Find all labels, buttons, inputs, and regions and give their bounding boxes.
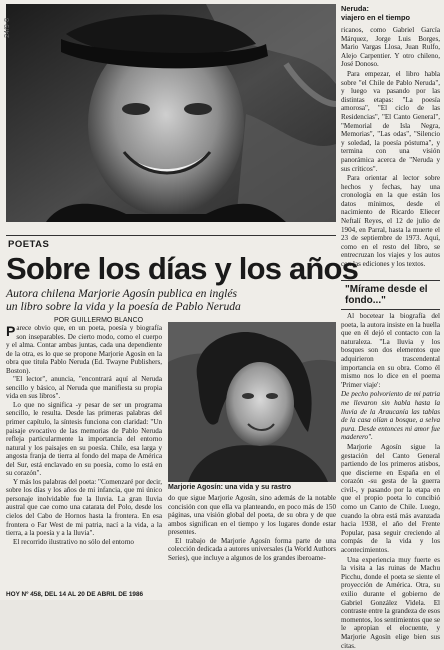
middle-column	[168, 494, 336, 589]
left-paragraph	[6, 324, 162, 375]
right-column-top	[341, 26, 440, 274]
headline: Sobre los días y los años	[6, 251, 359, 286]
dropcap: P	[6, 323, 16, 339]
right-top-paragraph: Para empezar, el libro habla sobre "el Chile de Pablo Neruda", y luego va pasando por las distintas etapas: "La poesía amorosa", "El ciclo de las Residencias", "El Canto General", "Memorial de Isla Negra, Memorias", "Las odas", "Silencio y soledad, la poesía póstuma", y termina con una visión panorámica acerca de "Neruda y sus críticos".	[341, 69, 440, 173]
right-bottom-paragraph: Marjorie Agosín sigue la gestación del Canto General partiendo de los primeros atisbos, que discierne en España en el corazón -su gesta de la guerra civil-, y pasando por la etapa en que el propio poeta lo concibió como un Canto de Chile. Luego, cuando la obra está más avanzada hacia 1938, el año del Frente Popular, pasa seguir creciendo al compás de la vida y los acontecimientos.	[341, 442, 440, 555]
neruda-portrait-photo	[6, 4, 336, 222]
section-label: POETAS	[8, 239, 50, 250]
right-top-paragraph: ricanos, como Gabriel García Márquez, Jorge Luis Borges, Mario Vargas Llosa, Juan Rulfo, Alejo Carpentier. Y otro chileno, José Donoso.	[341, 26, 440, 69]
right-bottom-paragraph: Una experiencia muy fuerte es la visita a las ruinas de Machu Picchu, donde el poeta se siente el proyección de América. Otra, su exilio durante el gobierno de Gabriel González Videla. El contraste entre la grandeza de esos momentos, los sentimientos que se le apropian el elocuente, y Marjorie Agosín elige bien sus citas.	[341, 555, 440, 650]
byline: POR GUILLERMO BLANCO	[54, 317, 144, 324]
left-paragraph-text: arece obvio que, en un poeta, poesía y biografía son inseparables. De cierto modo, como el cuerpo y el alma. Contar ambas juntas, cada una dependiente de la otra, es lo que se propone Marjorie Agosín en la obra que titula Pablo Neruda (Ed. Twayne Publishers, Boston).	[6, 324, 162, 375]
corner-code: 24/9-8	[4, 18, 11, 38]
left-paragraph: Y más los palabras del poeta: "Comenzaré por decir, sobre los días y los años de mi infancia, que mi único personaje inolvidable fue la lluvia. La gran lluvia austral que cae como una catarata del Polo, desde los cielos del Cabo de Hornos hasta la frontera. En esa frontera o Far West de mi patria, nací a la vida, a la tierra, a la poesía y a la lluvia".	[6, 477, 162, 538]
issue-footer: HOY Nº 458, DEL 14 AL 20 DE ABRIL DE 1986	[6, 591, 144, 598]
subhead-box	[341, 280, 440, 310]
subhead: "Mírame desde el fondo..."	[345, 284, 428, 306]
top-caption-line2: viajero en el tiempo	[341, 13, 411, 22]
section-rule	[6, 235, 336, 236]
left-column	[6, 324, 162, 589]
left-paragraph: "El lector", anuncia, "encontrará aquí al Neruda sencillo y básico, al Neruda que manifiesta su propia vida en sus libros".	[6, 375, 162, 401]
deck-line2: un libro sobre la vida y la poesía de Pablo Neruda	[6, 300, 241, 313]
top-caption-line1: Neruda:	[341, 4, 369, 13]
right-bottom-paragraph: Al bocetear la biografía del poeta, la autora insiste en la huella que en él dejó el contacto con la naturaleza. "La lluvia y los bosques son dos elementos que adquirieron trascendental importancia en su obra. Como él mismo nos lo dice en el poema 'Primer viaje':	[341, 312, 440, 389]
agosin-photo-illustration	[168, 322, 336, 482]
right-top-paragraph: Para orientar al lector sobre hechos y fechas, hay una cronología en la que están los datos mínimos, desde el nacimiento de Ricardo Eliecer Neftalí Reyes, el 12 de julio de 1904, en Parral, hasta la muerte el 23 de septiembre de 1973. Aquí, como en el resto del libro, se entrecruzan los viajes y los autos con las ediciones y los textos.	[341, 174, 440, 269]
left-paragraph: Lo que no significa -y pesar de ser un programa sencillo, le resulta. Desde las primeras palabras del primer capítulo, la síntesis funciona con claridad: "Un paisaje evocativo de las memorias de Pablo Neruda refleja particularmente la importancia del entorno natural y los paisajes en su poesía. Chile, esa larga y angosta franja de tierra al fondo del mapa de América del Sur, está enclavado en su poesía, como lo está en su corazón".	[6, 400, 162, 478]
agosin-portrait-photo	[168, 322, 336, 482]
right-column-bottom	[341, 312, 440, 650]
deck-line1: Autora chilena Marjorie Agosín publica en inglés	[6, 287, 237, 300]
agosin-photo-caption: Marjorie Agosín: una vida y su rastro	[168, 484, 292, 491]
deck	[6, 287, 336, 313]
middle-paragraph: do que sigue Marjorie Agosín, sino además de la notable concisión con que ella va planteando, en poco más de 150 páginas, una visión global del poeta, de su obra y de que ambos significan en el tiempo y los lugares donde estar presentes.	[168, 494, 336, 537]
top-photo-caption	[341, 4, 440, 22]
neruda-photo-illustration	[6, 4, 336, 222]
poem-excerpt: De pecho polvoriento de mi patria me llevaron sin habla hasta la lluvia de la Araucanía las tablas de la casa olían a bosque, a selva pura. Desde entonces mi amor fue maderero".	[341, 390, 440, 442]
left-paragraph: El recorrido ilustrativo no sólo del entorno	[13, 537, 134, 546]
middle-paragraph: El trabajo de Marjorie Agosín forma parte de una colección dedicada a autores universales (la World Authors Series), que incluye a algunos de los grandes iberoame-	[168, 536, 336, 562]
